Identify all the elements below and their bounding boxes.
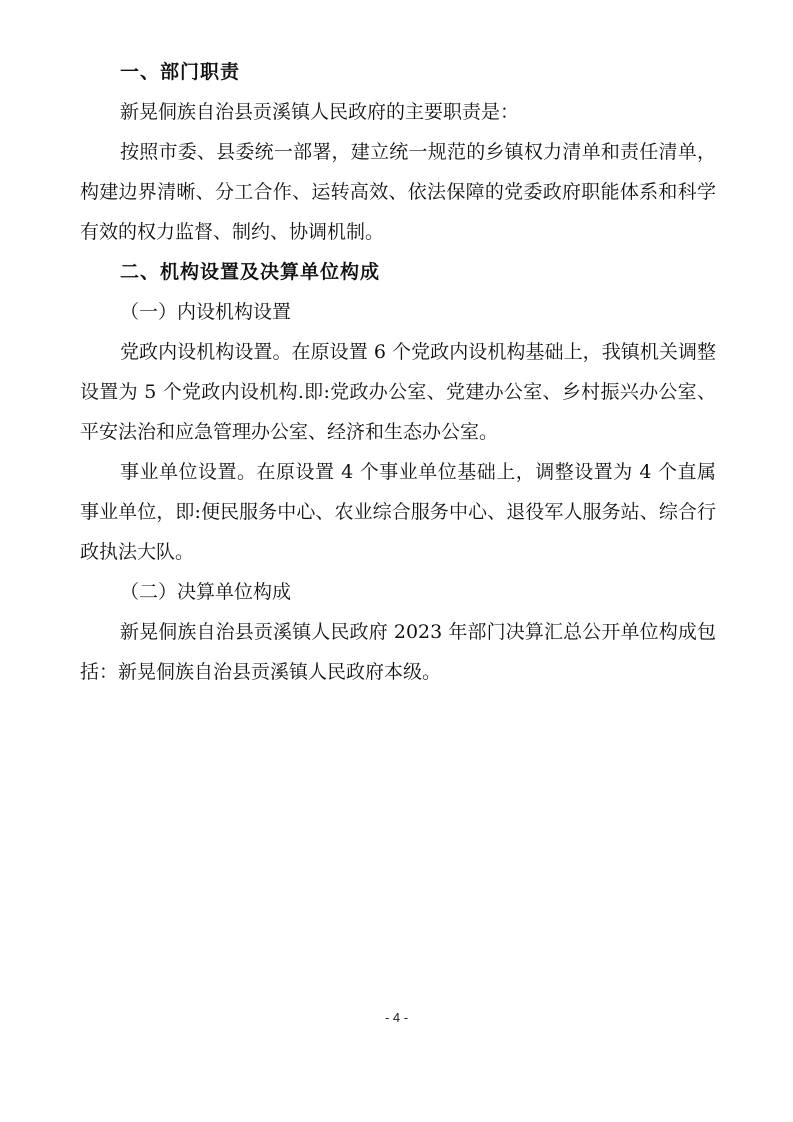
party-institutions-text: 党政内设机构设置。在原设置 6 个党政内设机构基础上，我镇机关调整设置为 5 个党政内设机构.即:党政办公室、党建办公室、乡村振兴办公室、平安法治和应急管理办公室、经济和生态办公室。	[80, 341, 716, 443]
duties-intro: 新晃侗族自治县贡溪镇人民政府的主要职责是：	[120, 101, 520, 123]
units-paragraph	[80, 612, 716, 692]
subsection-heading-internal: （一）内设机构设置	[120, 301, 292, 323]
duties-paragraph	[80, 132, 716, 252]
party-institutions-paragraph	[80, 332, 716, 452]
page-number: - 4 -	[384, 1010, 409, 1025]
units-text: 新晃侗族自治县贡溪镇人民政府 2023 年部门决算汇总公开单位构成包括：新晃侗族自治县贡溪镇人民政府本级。	[80, 621, 716, 683]
document-body	[80, 52, 716, 692]
section-heading-duties: 一、部门职责	[120, 61, 241, 83]
section-heading-organization: 二、机构设置及决算单位构成	[120, 261, 381, 283]
public-institutions-text: 事业单位设置。在原设置 4 个事业单位基础上，调整设置为 4 个直属事业单位，即:便民服务中心、农业综合服务中心、退役军人服务站、综合行政执法大队。	[80, 461, 716, 563]
duties-text: 按照市委、县委统一部署，建立统一规范的乡镇权力清单和责任清单，构建边界清晰、分工合作、运转高效、依法保障的党委政府职能体系和科学有效的权力监督、制约、协调机制。	[80, 141, 716, 243]
public-institutions-paragraph	[80, 452, 716, 572]
subsection-heading-units: （二）决算单位构成	[120, 581, 292, 603]
